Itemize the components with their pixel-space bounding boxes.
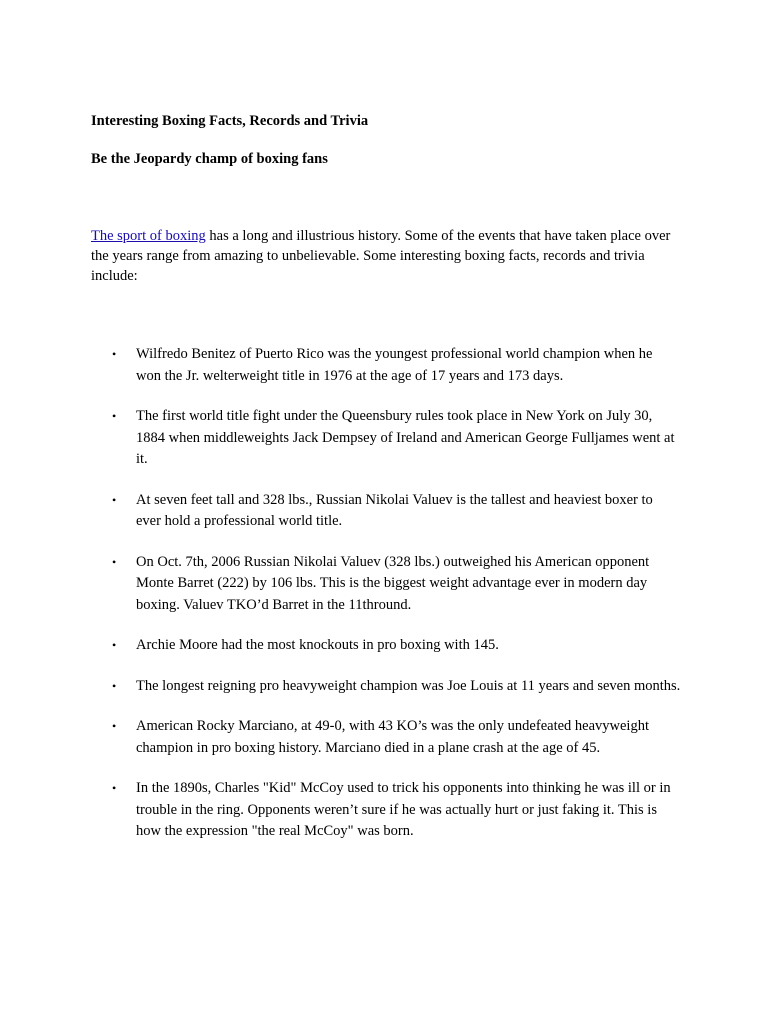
list-item: [0, 778, 768, 843]
bullet-icon: •: [112, 781, 117, 795]
bullet-icon: •: [112, 492, 117, 507]
fact-text: The first world title fight under the Queensbury rules took place in New York on July 30, 1884 when middleweights Jack Dempsey of Ireland and American George Fulljames went at it.: [136, 408, 675, 467]
list-item: [0, 490, 768, 533]
bullet-icon: •: [112, 409, 117, 423]
fact-text: In the 1890s, Charles "Kid" McCoy used to trick his opponents into thinking he was ill or in trouble in the ring. Opponents weren’t sure if he was actually hurt or just faking it. This is how the expression "the real McCoy" was born.: [136, 780, 671, 839]
list-item: [0, 406, 768, 471]
bullet-icon: •: [112, 678, 117, 693]
list-item: [0, 344, 768, 387]
document-title: Interesting Boxing Facts, Records and Trivia: [91, 113, 369, 129]
list-item: [0, 676, 768, 698]
intro-paragraph: [91, 226, 681, 286]
intro-text: has a long and illustrious history. Some of the events that have taken place over the years range from amazing to unbelievable. Some interesting boxing facts, records and trivia include:: [91, 228, 671, 284]
fact-text: Wilfredo Benitez of Puerto Rico was the youngest professional world champion when he won the Jr. welterweight title in 1976 at the age of 17 years and 173 days.: [136, 346, 653, 384]
bullet-icon: •: [112, 719, 117, 733]
fact-text: American Rocky Marciano, at 49-0, with 43 KO’s was the only undefeated heavyweight champion in pro boxing history. Marciano died in a plane crash at the age of 45.: [136, 718, 649, 756]
bullet-icon: •: [112, 554, 117, 569]
fact-text: On Oct. 7th, 2006 Russian Nikolai Valuev (328 lbs.) outweighed his American opponent Monte Barret (222) by 106 lbs. This is the biggest weight advantage ever in modern day boxing. Valuev TKO’d Barret in the 11thround.: [136, 553, 650, 613]
sport-of-boxing-link[interactable]: The sport of boxing: [91, 228, 206, 244]
document-subtitle: Be the Jeopardy champ of boxing fans: [91, 151, 328, 167]
list-item: [0, 716, 768, 759]
bullet-icon: •: [112, 638, 117, 652]
facts-list: [0, 344, 768, 862]
fact-text: The longest reigning pro heavyweight champion was Joe Louis at 11 years and seven months.: [136, 677, 681, 694]
bullet-icon: •: [112, 347, 117, 361]
fact-text: At seven feet tall and 328 lbs., Russian Nikolai Valuev is the tallest and heaviest boxer to ever hold a professional world title.: [136, 491, 653, 529]
list-item: [0, 552, 768, 617]
fact-text: Archie Moore had the most knockouts in pro boxing with 145.: [136, 637, 499, 653]
list-item: [0, 635, 768, 657]
